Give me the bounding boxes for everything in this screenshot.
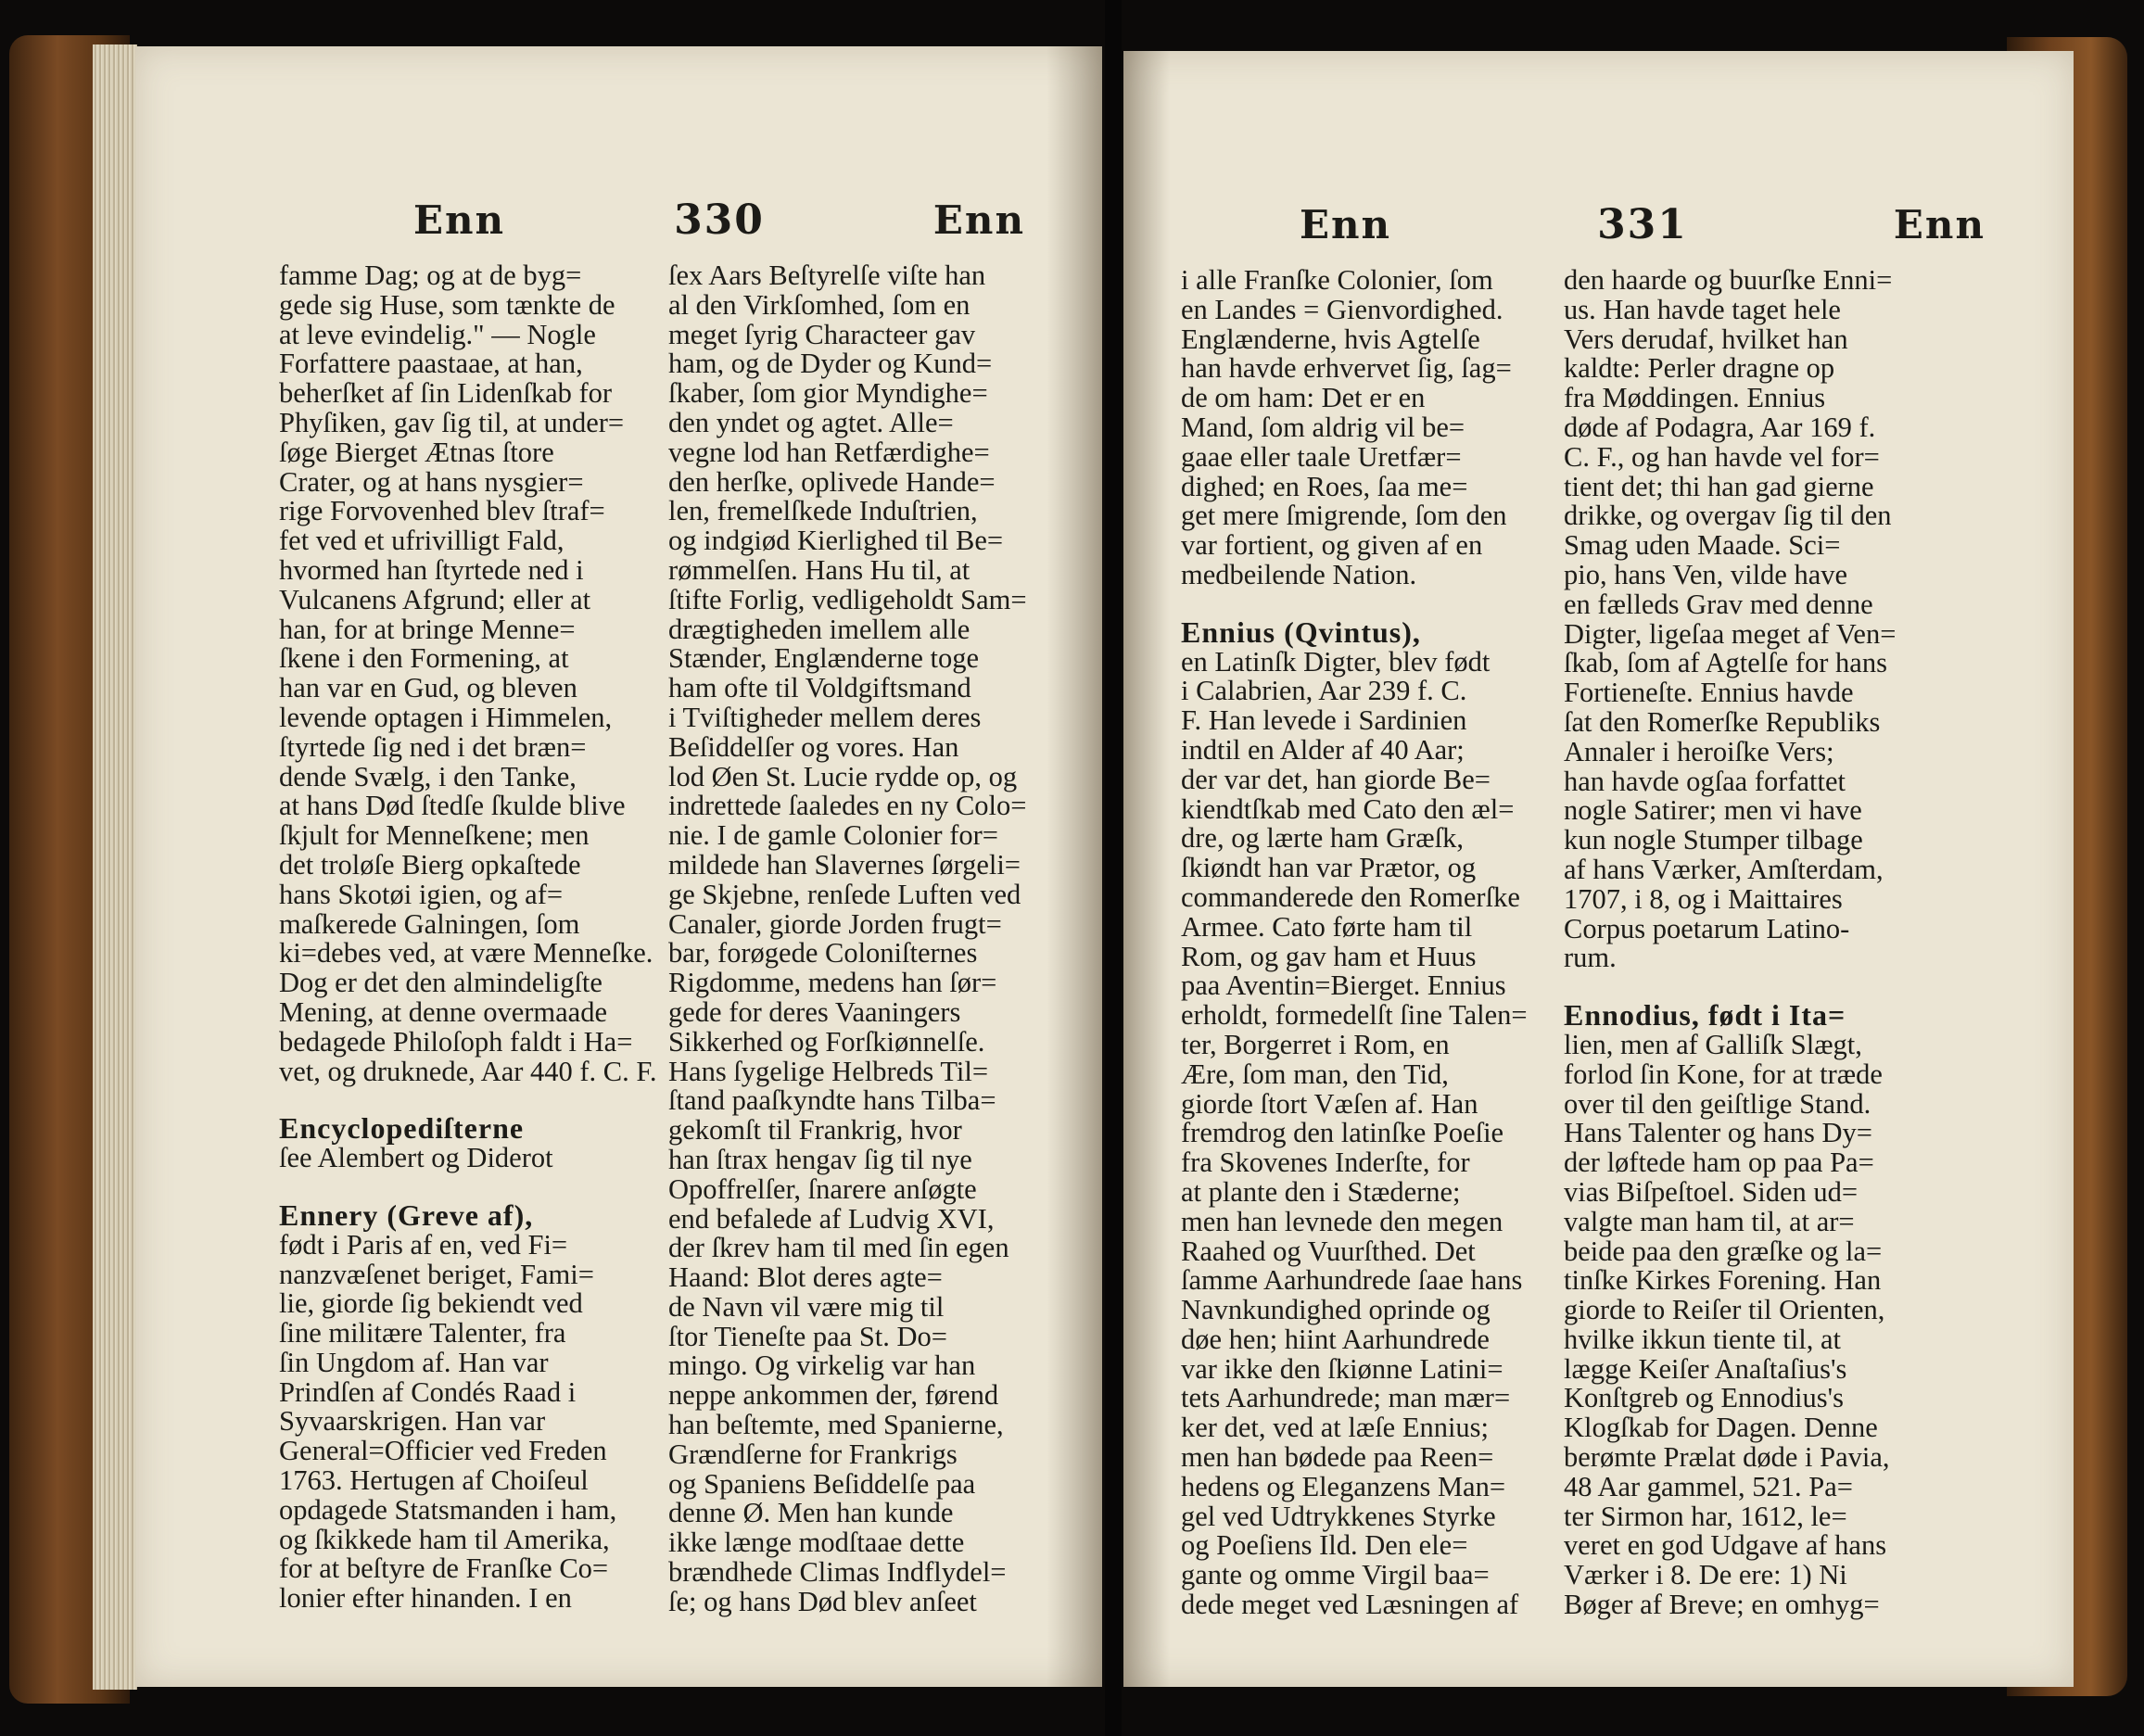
text-line: ſee Alembert og Diderot bbox=[279, 1142, 553, 1174]
text-line: fremdrog den latinſke Poeſie bbox=[1181, 1117, 1504, 1149]
text-line: Mening, at denne overmaade bbox=[279, 995, 607, 1028]
text-line: rum. bbox=[1564, 942, 1617, 974]
text-line: nie. I de gamle Colonier for= bbox=[668, 819, 998, 852]
text-line: drægtigheden imellem alle bbox=[668, 613, 971, 645]
text-line: en Latinſk Digter, blev født bbox=[1181, 645, 1491, 678]
text-line: Prindſen af Condés Raad i bbox=[279, 1375, 577, 1408]
text-line: ham, og de Dyder og Kund= bbox=[668, 348, 993, 380]
page-number: 331 bbox=[1597, 200, 1688, 248]
text-line: Rom, og gav ham et Huus bbox=[1181, 940, 1477, 972]
text-line: valgte man ham til, at ar= bbox=[1564, 1205, 1855, 1237]
text-line: berømte Prælat døde i Pavia, bbox=[1564, 1441, 1890, 1474]
text-line: der var det, han giorde Be= bbox=[1181, 763, 1491, 795]
text-line: neppe ankommen der, førend bbox=[668, 1379, 999, 1412]
text-line: kiendtſkab med Cato den æl= bbox=[1181, 792, 1515, 825]
text-line: de om ham: Det er en bbox=[1181, 382, 1426, 414]
text-line: us. Han havde taget hele bbox=[1564, 293, 1841, 325]
text-line: i alle Franſke Colonier, ſom bbox=[1181, 264, 1493, 296]
text-line: den haarde og buurſke Enni= bbox=[1564, 264, 1893, 296]
text-line: ge Skjebne, renſede Luften ved bbox=[668, 878, 1021, 910]
text-line: nanzvæſenet beriget, Fami= bbox=[279, 1258, 594, 1290]
text-line: men han bødede paa Reen= bbox=[1181, 1441, 1494, 1474]
paragraph-gap bbox=[1564, 973, 1930, 1001]
text-line: gede sig Huse, som tænkte de bbox=[279, 288, 615, 321]
text-line: den herſke, oplivede Hande= bbox=[668, 465, 996, 498]
text-line: at hans Død ſtedſe ſkulde blive bbox=[279, 790, 626, 822]
text-line: han beſtemte, med Spanierne, bbox=[668, 1409, 1004, 1441]
text-line: denne Ø. Men han kunde bbox=[668, 1497, 954, 1529]
text-line: lægge Keiſer Anaſtaſius's bbox=[1564, 1352, 1847, 1385]
text-line: brændhede Climas Indflydel= bbox=[668, 1556, 1007, 1589]
text-line: ikke længe modſtaae dette bbox=[668, 1527, 965, 1559]
text-line: at leve evindelig." — Nogle bbox=[279, 318, 596, 350]
text-line: beherſket af ſin Lidenſkab for bbox=[279, 377, 613, 410]
text-line: en Landes = Gienvordighed. bbox=[1181, 293, 1503, 325]
text-line: Værker i 8. De ere: 1) Ni bbox=[1564, 1559, 1847, 1591]
text-line: ſøge Bierget Ætnas ſtore bbox=[279, 436, 554, 468]
text-line: forlod ſin Kone, for at træde bbox=[1564, 1058, 1883, 1090]
text-line: hans Skotøi igien, og af= bbox=[279, 878, 564, 910]
text-line: General=Officier ved Freden bbox=[279, 1435, 607, 1467]
text-line: lien, men af Galliſk Slægt, bbox=[1564, 1028, 1862, 1060]
entry-heading-line: Encyclopediſterne bbox=[279, 1111, 525, 1146]
text-line: en fælleds Grav med denne bbox=[1564, 588, 1873, 620]
text-line: 1707, i 8, og i Maittaires bbox=[1564, 882, 1843, 915]
text-line: Annaler i heroiſke Vers; bbox=[1564, 735, 1834, 767]
text-line: Corpus poetarum Latino- bbox=[1564, 912, 1850, 944]
text-column-left bbox=[279, 260, 657, 1615]
text-line: ham ofte til Voldgiftsmand bbox=[668, 672, 971, 704]
gutter-shadow bbox=[1047, 46, 1102, 1687]
text-line: lie, giorde ſig bekiendt ved bbox=[279, 1287, 583, 1320]
text-line: ſtyrtede ſig ned i det bræn= bbox=[279, 730, 587, 763]
text-line: ſin Ungdom af. Han var bbox=[279, 1346, 549, 1378]
text-line: tets Aarhundrede; man mær= bbox=[1181, 1382, 1511, 1414]
text-line: at plante den i Stæderne; bbox=[1181, 1175, 1461, 1208]
text-line: ſkaber, ſom gior Myndighe= bbox=[668, 377, 988, 410]
page-number: 330 bbox=[674, 196, 765, 244]
text-line: mildede han Slavernes ſørgeli= bbox=[668, 848, 1021, 881]
text-line: fra Skovenes Inderſte, for bbox=[1181, 1147, 1470, 1179]
text-line: indtil en Alder af 40 Aar; bbox=[1181, 733, 1465, 766]
text-line: Haand: Blot deres agte= bbox=[668, 1261, 943, 1294]
text-line: ſtifte Forlig, vedligeholdt Sam= bbox=[668, 583, 1027, 615]
text-line: vias Biſpeſtoel. Siden ud= bbox=[1564, 1175, 1859, 1208]
text-line: len, fremelſkede Induſtrien, bbox=[668, 495, 978, 527]
text-line: F. Han levede i Sardinien bbox=[1181, 704, 1467, 737]
text-line: levende optagen i Himmelen, bbox=[279, 701, 613, 733]
header-left-word: Enn bbox=[1300, 201, 1392, 247]
text-line: kaldte: Perler dragne op bbox=[1564, 352, 1835, 385]
text-line: Klogſkab for Dagen. Denne bbox=[1564, 1412, 1878, 1444]
text-line: han, for at bringe Menne= bbox=[279, 613, 576, 645]
entry-heading-line: Ennius (Qvintus), bbox=[1181, 615, 1421, 649]
text-line: Konſtgreb og Ennodius's bbox=[1564, 1382, 1845, 1414]
text-line: hvormed han ſtyrtede ned i bbox=[279, 553, 584, 586]
text-line: Englænderne, hvis Agtelſe bbox=[1181, 323, 1480, 355]
text-line: al den Virkſomhed, ſom en bbox=[668, 288, 971, 321]
text-line: Digter, ligeſaa meget af Ven= bbox=[1564, 617, 1897, 650]
text-line: ter, Borgerret i Rom, en bbox=[1181, 1028, 1450, 1060]
text-line: paa Aventin=Bierget. Ennius bbox=[1181, 969, 1506, 1002]
text-line: Rigdomme, medens han ſør= bbox=[668, 967, 997, 999]
header-right-word: Enn bbox=[932, 196, 1025, 243]
text-line: commanderede den Romerſke bbox=[1181, 881, 1520, 913]
text-line: tinſke Kirkes Forening. Han bbox=[1564, 1264, 1882, 1297]
text-line: Grændſerne for Frankrigs bbox=[668, 1438, 958, 1470]
text-line: Raahed og Vuurſthed. Det bbox=[1181, 1235, 1476, 1267]
text-line: Opoffrelſer, ſnarere anſøgte bbox=[668, 1172, 977, 1205]
text-line: gede for deres Vaaningers bbox=[668, 995, 961, 1028]
text-line: det troløſe Bierg opkaſtede bbox=[279, 848, 581, 881]
text-line: over til den geiſtlige Stand. bbox=[1564, 1087, 1871, 1120]
text-line: ter Sirmon har, 1612, le= bbox=[1564, 1500, 1847, 1532]
text-column-left bbox=[1181, 266, 1547, 1620]
text-column-right bbox=[1564, 266, 1930, 1620]
header-left-word: Enn bbox=[413, 196, 506, 243]
paragraph-gap bbox=[279, 1086, 642, 1114]
text-line: og ſkikkede ham til Amerika, bbox=[279, 1523, 610, 1555]
text-line: gante og omme Virgil baa= bbox=[1181, 1559, 1490, 1591]
text-line: medbeilende Nation. bbox=[1181, 558, 1417, 590]
text-column-right bbox=[668, 261, 1032, 1617]
text-line: giorde to Reiſer til Orienten, bbox=[1564, 1294, 1885, 1326]
text-line: i Calabrien, Aar 239 f. C. bbox=[1181, 675, 1467, 707]
text-line: for at beſtyre de Franſke Co= bbox=[279, 1552, 609, 1585]
text-line: Syvaarskrigen. Han var bbox=[279, 1405, 546, 1438]
text-line: ſex Aars Beſtyrelſe viſte han bbox=[668, 260, 986, 291]
text-line: dre, og lærte ham Græſk, bbox=[1181, 822, 1464, 855]
text-line: ſkene i den Formening, at bbox=[279, 642, 569, 675]
text-line: Crater, og at hans nysgier= bbox=[279, 465, 584, 498]
text-line: ker det, ved at læſe Ennius; bbox=[1181, 1412, 1490, 1444]
text-line: men han levnede den megen bbox=[1181, 1205, 1503, 1237]
text-line: erholdt, formedelſt ſine Talen= bbox=[1181, 999, 1528, 1032]
text-line: Navnkundighed oprinde og bbox=[1181, 1294, 1491, 1326]
text-line: han havde ogſaa forfattet bbox=[1564, 765, 1846, 797]
text-line: fra Møddingen. Ennius bbox=[1564, 382, 1826, 414]
text-line: ſkab, ſom af Agtelſe for hans bbox=[1564, 647, 1887, 679]
text-line: drikke, og overgav ſig til den bbox=[1564, 500, 1892, 532]
text-line: Armee. Cato førte ham til bbox=[1181, 910, 1473, 943]
text-line: dede meget ved Læsningen af bbox=[1181, 1589, 1519, 1621]
text-line: mingo. Og virkelig var han bbox=[668, 1350, 976, 1382]
text-line: hedens og Eleganzens Man= bbox=[1181, 1470, 1506, 1502]
scan-divider bbox=[1105, 0, 1122, 1736]
text-line: Canaler, giorde Jorden frugt= bbox=[668, 907, 1002, 940]
text-line: Sikkerhed og Forſkiønnelſe. bbox=[668, 1025, 985, 1058]
text-line: i Tviſtigheder mellem deres bbox=[668, 701, 982, 733]
text-line: vegne lod han Retfærdighe= bbox=[668, 436, 990, 468]
text-line: giorde ſtort Væſen af. Han bbox=[1181, 1087, 1478, 1120]
text-line: der løftede ham op paa Pa= bbox=[1564, 1147, 1874, 1179]
text-line: 48 Aar gammel, 521. Pa= bbox=[1564, 1470, 1853, 1502]
text-line: tient det; thi han gad gierne bbox=[1564, 470, 1874, 502]
left-page bbox=[135, 46, 1102, 1687]
text-line: Hans Talenter og hans Dy= bbox=[1564, 1117, 1872, 1149]
text-line: Vulcanens Afgrund; eller at bbox=[279, 583, 591, 615]
text-line: Stænder, Englænderne toge bbox=[668, 642, 980, 675]
text-line: ſkiøndt han var Prætor, og bbox=[1181, 852, 1477, 884]
text-line: kun nogle Stumper tilbage bbox=[1564, 824, 1863, 856]
paragraph-gap bbox=[279, 1173, 642, 1201]
text-line: veret en god Udgave af hans bbox=[1564, 1529, 1887, 1562]
text-line: ſine militære Talenter, fra bbox=[279, 1317, 566, 1350]
text-line: Smag uden Maade. Sci= bbox=[1564, 529, 1841, 562]
text-line: nogle Satirer; men vi have bbox=[1564, 794, 1862, 827]
text-line: af hans Værker, Amſterdam, bbox=[1564, 853, 1884, 885]
text-line: gekomſt til Frankrig, hvor bbox=[668, 1114, 962, 1147]
paragraph-gap bbox=[1181, 590, 1547, 618]
text-line: og Poeſiens Ild. Den ele= bbox=[1181, 1529, 1468, 1562]
text-line: Vers derudaf, hvilket han bbox=[1564, 323, 1848, 355]
header-right-word: Enn bbox=[1893, 201, 1985, 247]
text-line: ſe; og hans Død blev anſeet bbox=[668, 1585, 977, 1617]
text-line: Beſiddelſer og vores. Han bbox=[668, 730, 959, 763]
text-line: dighed; en Roes, ſaa me= bbox=[1181, 470, 1468, 502]
text-line: Ære, ſom man, den Tid, bbox=[1181, 1058, 1449, 1090]
text-line: ſtor Tieneſte paa St. Do= bbox=[668, 1320, 948, 1352]
text-line: maſkerede Galningen, ſom bbox=[279, 907, 580, 940]
text-line: lonier efter hinanden. I en bbox=[279, 1582, 572, 1615]
text-line: beide paa den græſke og la= bbox=[1564, 1235, 1883, 1267]
text-line: vet, og druknede, Aar 440 f. C. F. bbox=[279, 1055, 657, 1087]
entry-heading-line: Ennodius, født i Ita= bbox=[1564, 998, 1846, 1033]
text-line: rømmelſen. Hans Hu til, at bbox=[668, 553, 971, 586]
text-line: Bøger af Breve; en omhyg= bbox=[1564, 1589, 1880, 1621]
text-line: ſkjult for Menneſkene; men bbox=[279, 819, 590, 852]
text-line: ki=debes ved, at være Menneſke. bbox=[279, 937, 653, 969]
text-line: Phyſiken, gav ſig til, at under= bbox=[279, 406, 625, 438]
text-line: end befalede af Ludvig XVI, bbox=[668, 1202, 995, 1235]
text-line: han ſtrax hengav ſig til nye bbox=[668, 1143, 972, 1175]
text-line: der ſkrev ham til med ſin egen bbox=[668, 1232, 1009, 1264]
gutter-shadow bbox=[1123, 51, 1170, 1687]
text-line: Hans ſygelige Helbreds Til= bbox=[668, 1055, 989, 1087]
text-line: den yndet og agtet. Alle= bbox=[668, 406, 954, 438]
page-edges bbox=[93, 44, 137, 1690]
text-line: get mere ſmigrende, ſom den bbox=[1181, 500, 1507, 532]
right-page bbox=[1123, 51, 2074, 1687]
text-line: dende Svælg, i den Tanke, bbox=[279, 760, 577, 792]
text-line: født i Paris af en, ved Fi= bbox=[279, 1228, 568, 1261]
text-line: Forfattere paastaae, at han, bbox=[279, 348, 583, 380]
text-line: meget ſyrig Characteer gav bbox=[668, 318, 976, 350]
text-line: Mand, ſom aldrig vil be= bbox=[1181, 411, 1465, 443]
text-line: Dog er det den almindeligſte bbox=[279, 967, 603, 999]
text-line: døde af Podagra, Aar 169 f. bbox=[1564, 411, 1876, 443]
text-line: døe hen; hiint Aarhundrede bbox=[1181, 1323, 1490, 1355]
text-line: bar, forøgede Coloniſternes bbox=[668, 937, 978, 969]
running-header bbox=[1300, 192, 1985, 257]
text-line: opdagede Statsmanden i ham, bbox=[279, 1493, 617, 1526]
text-line: fet ved et ufrivilligt Fald, bbox=[279, 525, 565, 557]
text-line: ſat den Romerſke Republiks bbox=[1564, 705, 1881, 738]
text-line: pio, hans Ven, vilde have bbox=[1564, 558, 1848, 590]
text-line: de Navn vil være mig til bbox=[668, 1290, 945, 1323]
text-line: rige Forvovenhed blev ſtraf= bbox=[279, 495, 605, 527]
text-line: var ikke den ſkiønne Latini= bbox=[1181, 1352, 1503, 1385]
text-line: hvilke ikkun tiente til, at bbox=[1564, 1323, 1842, 1355]
text-line: han havde erhvervet ſig, ſag= bbox=[1181, 352, 1512, 385]
text-line: bedagede Philoſoph faldt i Ha= bbox=[279, 1025, 633, 1058]
text-line: Fortieneſte. Ennius havde bbox=[1564, 677, 1854, 709]
text-line: ſamme Aarhundrede ſaae hans bbox=[1181, 1264, 1523, 1297]
text-line: han var en Gud, og bleven bbox=[279, 672, 577, 704]
text-line: og Spaniens Beſiddelſe paa bbox=[668, 1467, 976, 1500]
text-line: gel ved Udtrykkenes Styrke bbox=[1181, 1500, 1496, 1532]
text-line: og indgiød Kierlighed til Be= bbox=[668, 525, 1004, 557]
text-line: gaae eller taale Uretfær= bbox=[1181, 440, 1462, 473]
text-line: var fortient, og given af en bbox=[1181, 529, 1483, 562]
text-line: famme Dag; og at de byg= bbox=[279, 260, 582, 291]
running-header bbox=[413, 187, 1025, 252]
text-line: ſtand paaſkyndte hans Tilba= bbox=[668, 1084, 996, 1117]
text-line: indrettede ſaaledes en ny Colo= bbox=[668, 790, 1027, 822]
entry-heading-line: Ennery (Greve af), bbox=[279, 1197, 534, 1232]
text-line: lod Øen St. Lucie rydde op, og bbox=[668, 760, 1018, 792]
text-line: C. F., og han havde vel for= bbox=[1564, 440, 1880, 473]
text-line: 1763. Hertugen af Choiſeul bbox=[279, 1464, 589, 1497]
